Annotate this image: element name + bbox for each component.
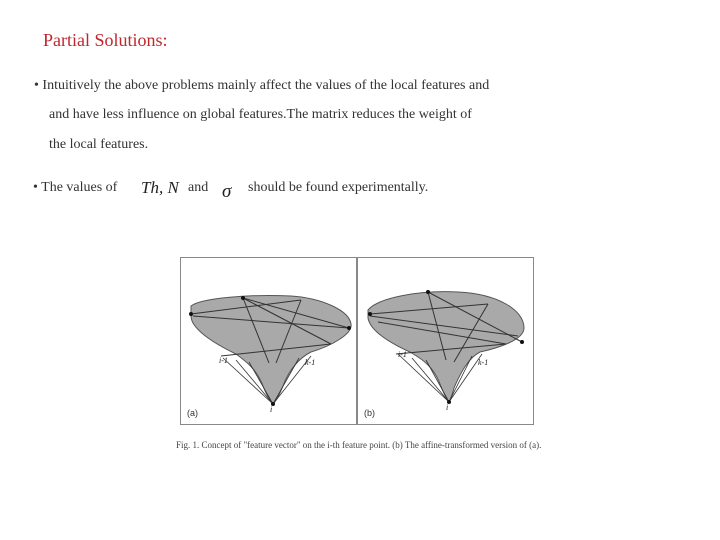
shape-outline [368, 292, 524, 402]
figure-panel-a [180, 257, 357, 425]
math-sigma: σ [222, 181, 232, 202]
page-title: Partial Solutions: [43, 30, 168, 50]
bullet-line-2: and have less influence on global features.The matrix reduces the weight of [49, 107, 472, 122]
bullet-line-4-and: and [188, 180, 209, 195]
bullet-line-4-end: should be found experimentally. [248, 180, 429, 195]
figure-caption: Fig. 1. Concept of "feature vector" on the i-th feature point. (b) The affine-transformed version of (a). [176, 440, 542, 450]
bullet-line-4: • The values of [33, 180, 118, 195]
node-label-prev: i-1 [398, 350, 407, 359]
figure-panel-b [357, 257, 534, 425]
panel-b-label: (b) [364, 408, 375, 418]
node-label-prev: i-1 [219, 356, 228, 365]
panel-a-drawing [181, 258, 356, 424]
panel-b-drawing [358, 258, 533, 424]
math-th-n: Th, N [141, 178, 179, 197]
bullet-line-1: • Intuitively the above problems mainly affect the values of the local features and [34, 78, 490, 93]
node-label-next: k-1 [305, 358, 316, 367]
node-label-next: k-1 [478, 358, 489, 367]
node-label-i: i [270, 405, 273, 414]
panel-a-label: (a) [187, 408, 198, 418]
shape-outline [191, 295, 351, 404]
node-label-i: i [446, 403, 449, 412]
bullet-line-3: the local features. [49, 137, 149, 152]
